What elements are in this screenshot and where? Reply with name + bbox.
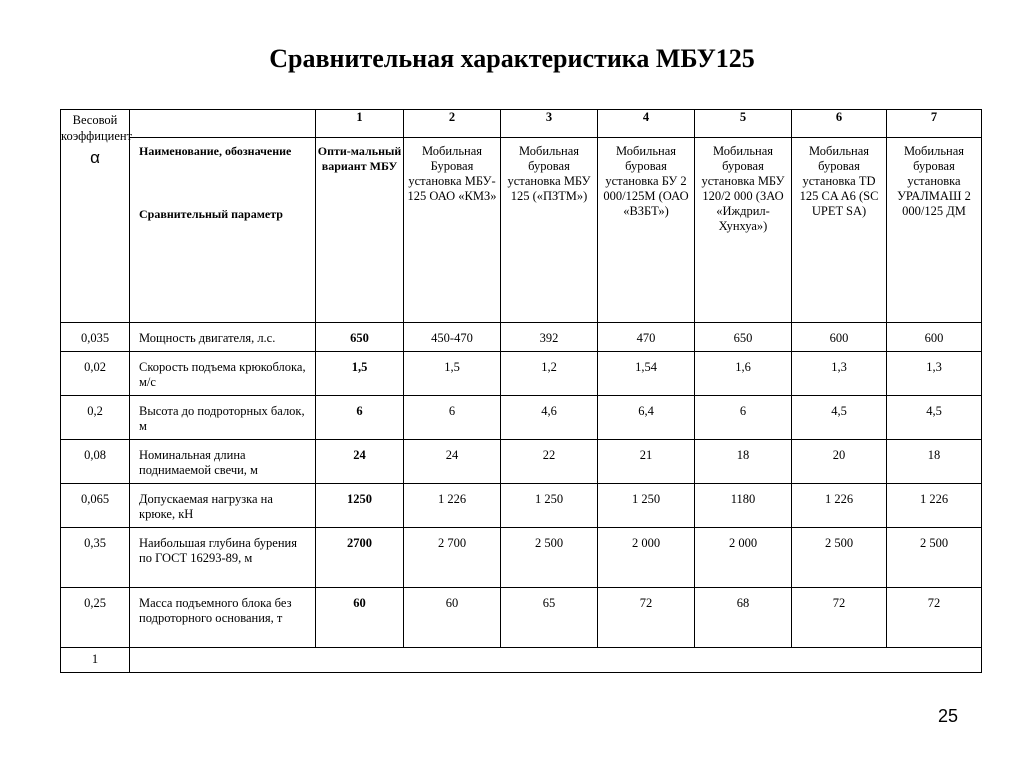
header-empty-cell <box>130 110 316 138</box>
table-row <box>61 484 982 528</box>
variant-value: 1,54 <box>598 352 695 396</box>
description-row <box>61 138 982 323</box>
optimal-value: 6 <box>316 396 404 440</box>
variant-value: 6 <box>695 396 792 440</box>
desc-variant: Мобильная Буровая установка МБУ- 125 ОАО «КМЗ» <box>404 138 501 323</box>
row-param: Номинальная длина поднимаемой свечи, м <box>130 440 316 484</box>
alpha-symbol: α <box>90 148 100 167</box>
comparison-table <box>60 109 982 673</box>
row-param: Скорость подъема крюкоблока, м/с <box>130 352 316 396</box>
weight-header-label: Весовой коэффициент <box>61 113 133 143</box>
param-label: Сравнительный параметр <box>139 207 283 221</box>
row-param: Высота до подроторных балок, м <box>130 396 316 440</box>
variant-value: 68 <box>695 588 792 648</box>
variant-value: 1,3 <box>792 352 887 396</box>
row-param: Допускаемая нагрузка на крюке, кН <box>130 484 316 528</box>
optimal-value: 24 <box>316 440 404 484</box>
variant-value: 18 <box>887 440 982 484</box>
optimal-value: 2700 <box>316 528 404 588</box>
page-number: 25 <box>938 706 959 726</box>
optimal-value: 1,5 <box>316 352 404 396</box>
table-row <box>61 588 982 648</box>
variant-value: 2 000 <box>695 528 792 588</box>
col-number: 7 <box>887 110 982 138</box>
table-row <box>61 323 982 352</box>
variant-value: 600 <box>887 323 982 352</box>
variant-value: 1,2 <box>501 352 598 396</box>
variant-value: 24 <box>404 440 501 484</box>
row-weight: 0,25 <box>61 588 130 648</box>
row-weight: 0,35 <box>61 528 130 588</box>
optimal-value: 1250 <box>316 484 404 528</box>
variant-value: 65 <box>501 588 598 648</box>
variant-value: 4,5 <box>792 396 887 440</box>
variant-value: 650 <box>695 323 792 352</box>
page-title: Сравнительная характеристика МБУ125 <box>269 44 755 73</box>
variant-value: 470 <box>598 323 695 352</box>
col-number: 6 <box>792 110 887 138</box>
variant-value: 1,5 <box>404 352 501 396</box>
variant-value: 1 226 <box>404 484 501 528</box>
col-number: 5 <box>695 110 792 138</box>
sum-empty-cell <box>130 648 982 673</box>
variant-value: 72 <box>792 588 887 648</box>
variant-value: 20 <box>792 440 887 484</box>
variant-value: 72 <box>598 588 695 648</box>
row-weight: 0,02 <box>61 352 130 396</box>
name-param-cell <box>130 138 316 323</box>
desc-variant: Мобильная буровая установка TD 125 CA A6 (SC UPET SA) <box>792 138 887 323</box>
optimal-value: 650 <box>316 323 404 352</box>
desc-variant: Мобильная буровая установка БУ 2 000/125М (ОАО «ВЗБТ») <box>598 138 695 323</box>
desc-optimal: Опти-мальный вариант МБУ <box>316 138 404 323</box>
table-row <box>61 528 982 588</box>
variant-value: 600 <box>792 323 887 352</box>
name-label: Наименование, обозначение <box>139 144 292 158</box>
col-number: 2 <box>404 110 501 138</box>
variant-value: 1 226 <box>792 484 887 528</box>
sum-weight: 1 <box>61 648 130 673</box>
row-weight: 0,065 <box>61 484 130 528</box>
variant-value: 4,6 <box>501 396 598 440</box>
variant-value: 72 <box>887 588 982 648</box>
col-number: 4 <box>598 110 695 138</box>
variant-value: 1,6 <box>695 352 792 396</box>
variant-value: 2 700 <box>404 528 501 588</box>
variant-value: 1 250 <box>501 484 598 528</box>
variant-value: 450-470 <box>404 323 501 352</box>
row-param: Мощность двигателя, л.с. <box>130 323 316 352</box>
variant-value: 6,4 <box>598 396 695 440</box>
variant-value: 60 <box>404 588 501 648</box>
variant-value: 2 500 <box>792 528 887 588</box>
row-weight: 0,035 <box>61 323 130 352</box>
variant-value: 18 <box>695 440 792 484</box>
desc-variant: Мобильная буровая установка МБУ 125 («ПЗТМ») <box>501 138 598 323</box>
variant-value: 1,3 <box>887 352 982 396</box>
desc-variant: Мобильная буровая установка УРАЛМАШ 2 000/125 ДМ <box>887 138 982 323</box>
row-weight: 0,08 <box>61 440 130 484</box>
variant-value: 2 500 <box>887 528 982 588</box>
row-param: Масса подъемного блока без подроторного основания, т <box>130 588 316 648</box>
variant-value: 21 <box>598 440 695 484</box>
col-number: 3 <box>501 110 598 138</box>
variant-value: 1 250 <box>598 484 695 528</box>
variant-value: 6 <box>404 396 501 440</box>
header-row <box>61 110 982 138</box>
variant-value: 22 <box>501 440 598 484</box>
variant-value: 2 500 <box>501 528 598 588</box>
row-weight: 0,2 <box>61 396 130 440</box>
table-row <box>61 440 982 484</box>
col-number: 1 <box>316 110 404 138</box>
table-row <box>61 352 982 396</box>
optimal-value: 60 <box>316 588 404 648</box>
desc-variant: Мобильная буровая установка МБУ 120/2 000 (ЗАО «Иждрил-Хунхуа») <box>695 138 792 323</box>
variant-value: 1 226 <box>887 484 982 528</box>
variant-value: 4,5 <box>887 396 982 440</box>
weight-header-cell <box>61 110 133 323</box>
variant-value: 392 <box>501 323 598 352</box>
table-row <box>61 396 982 440</box>
row-param: Наибольшая глубина бурения по ГОСТ 16293-89, м <box>130 528 316 588</box>
variant-value: 2 000 <box>598 528 695 588</box>
variant-value: 1180 <box>695 484 792 528</box>
sum-row <box>61 648 982 673</box>
